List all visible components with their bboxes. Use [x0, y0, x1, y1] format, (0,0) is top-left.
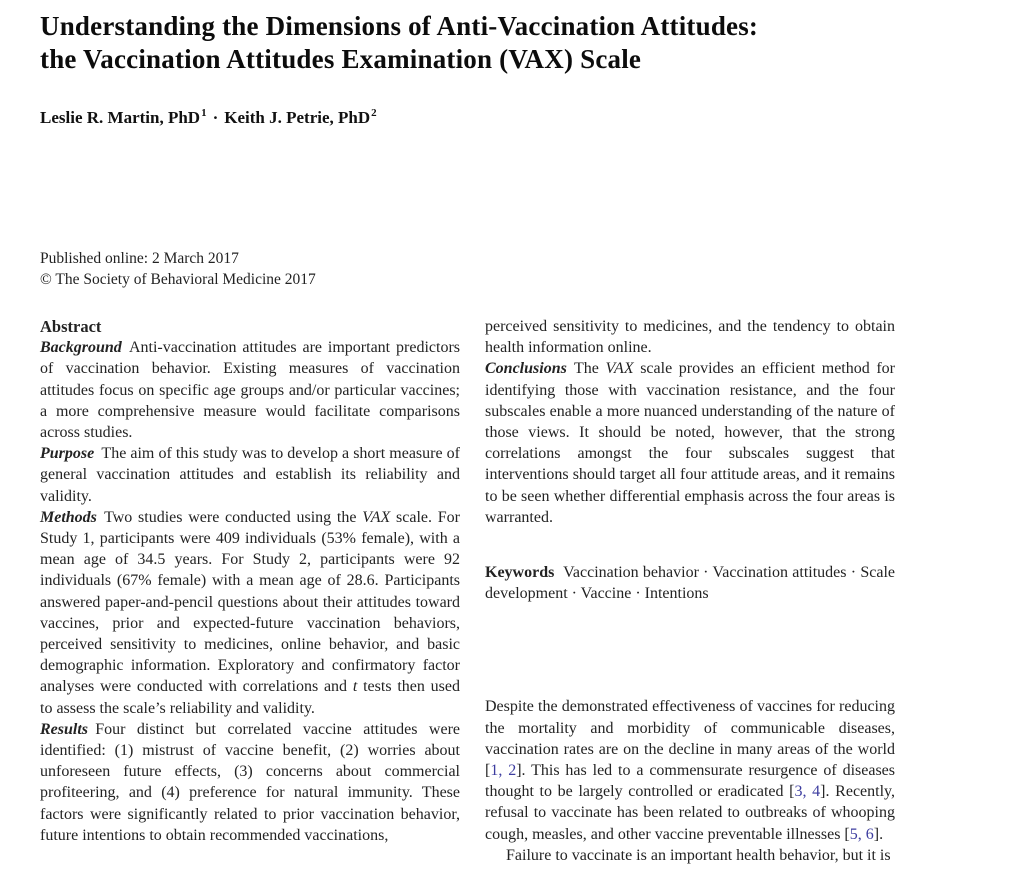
text-run: t [352, 678, 358, 696]
text-run: Two studies were conducted using the [104, 508, 363, 526]
keywords-label: Keywords [485, 564, 555, 582]
abstract-section-methods [40, 507, 460, 719]
text-run: scale provides an efficient method for identifying those with vaccination resistance, and the four subscales enable a more nuanced understanding of the nature of those views. It should be noted, however, that the strong correlations amongst the four subscales suggest that interventions should target all four attitude areas, and it remains to be seen whether differential emphasis across the four areas is warranted. [485, 360, 895, 526]
author-affiliation-sup-2: 2 [371, 107, 377, 120]
section-label-background: Background [40, 339, 122, 357]
text-run: Four distinct but correlated vaccine attitudes were identified: (1) mistrust of vaccine benefit, (2) worries about unforeseen future effects, (3) concerns about commercial profiteering, and (4) preference for natural immunity. These factors were significantly related to prior vaccination behavior, future intentions to obtain recommended vaccinations, [40, 720, 460, 844]
text-run: ]. This has led to a commensurate resurgence of diseases thought to be largely controlled or eradicated [ [485, 762, 895, 801]
citation-link[interactable]: 5, 6 [849, 825, 874, 843]
right-column [485, 316, 895, 866]
page-title [40, 10, 940, 76]
title-line-1: Understanding the Dimensions of Anti-Vaccination Attitudes: [40, 11, 759, 41]
text-run: VAX [605, 360, 634, 378]
author-name-1: Leslie R. Martin, PhD [40, 108, 201, 127]
intro-paragraph-1 [485, 696, 895, 844]
author-name-2: Keith J. Petrie, PhD [224, 108, 371, 127]
citation-link[interactable]: 1, 2 [490, 762, 517, 780]
abstract-section-purpose [40, 443, 460, 507]
text-run: The [574, 360, 606, 378]
abstract-results-continuation: perceived sensitivity to medicines, and the tendency to obtain health information online. [485, 318, 895, 357]
publication-info [40, 248, 940, 290]
abstract-section-background [40, 337, 460, 443]
published-online-date: Published online: 2 March 2017 [40, 250, 239, 267]
two-column-body [40, 316, 940, 866]
abstract-section-results [40, 719, 460, 846]
abstract-section-conclusions [485, 358, 895, 528]
citation-link[interactable]: 3, 4 [794, 783, 821, 801]
text-run: Anti-vaccination attitudes are important predictors of vaccination behavior. Existing measures of vaccination attitudes focus on specific age groups and/or particular vaccines; a more comprehensive measure would facilitate comparisons across studies. [40, 339, 460, 442]
section-label-results: Results [40, 720, 89, 738]
text-run: Despite the demonstrated effectiveness of vaccines for reducing the mortality and morbidity of communicable diseases, vaccination rates are on the decline in many areas of the world [ [485, 698, 895, 780]
text-run: The aim of this study was to develop a short measure of general vaccination attitudes and establish its reliability and validity. [40, 445, 460, 505]
text-run: ]. [873, 825, 884, 843]
section-label-purpose: Purpose [40, 445, 95, 463]
left-column [40, 316, 460, 866]
text-run: scale. For Study 1, participants were 409 individuals (53% female), with a mean age of 34.5 years. For Study 2, participants were 92 individuals (67% female) with a mean age of 28.6. Participants answered paper-and-pencil questions about their attitudes toward vaccines, prior and expected-future vaccination behaviors, perceived sensitivity to medicines, online behavior, and basic demographic information. Exploratory and confirmatory factor analyses were conducted with correlations and [40, 508, 460, 696]
author-line [40, 108, 940, 128]
text-run: tests then used to assess the scale’s reliability and validity. [40, 678, 461, 717]
section-label-methods: Methods [40, 508, 97, 526]
text-run: VAX [362, 508, 391, 526]
author-affiliation-sup-1: 1 [201, 107, 207, 120]
title-line-2: the Vaccination Attitudes Examination (VAX) Scale [40, 44, 642, 74]
author-separator: · [212, 108, 219, 127]
keywords-line [485, 562, 895, 604]
intro-paragraph-2: Failure to vaccinate is an important health behavior, but it is [506, 846, 891, 864]
abstract-heading: Abstract [40, 317, 102, 336]
section-label-conclusions: Conclusions [485, 360, 567, 378]
text-run: ]. Recently, refusal to vaccinate has been related to outbreaks of whooping cough, measles, and other vaccine preventable illnesses [ [485, 783, 895, 843]
copyright-notice: © The Society of Behavioral Medicine 2017 [40, 271, 316, 288]
keywords-list: Vaccination behavior · Vaccination attitudes · Scale development · Vaccine · Intentions [485, 564, 895, 603]
